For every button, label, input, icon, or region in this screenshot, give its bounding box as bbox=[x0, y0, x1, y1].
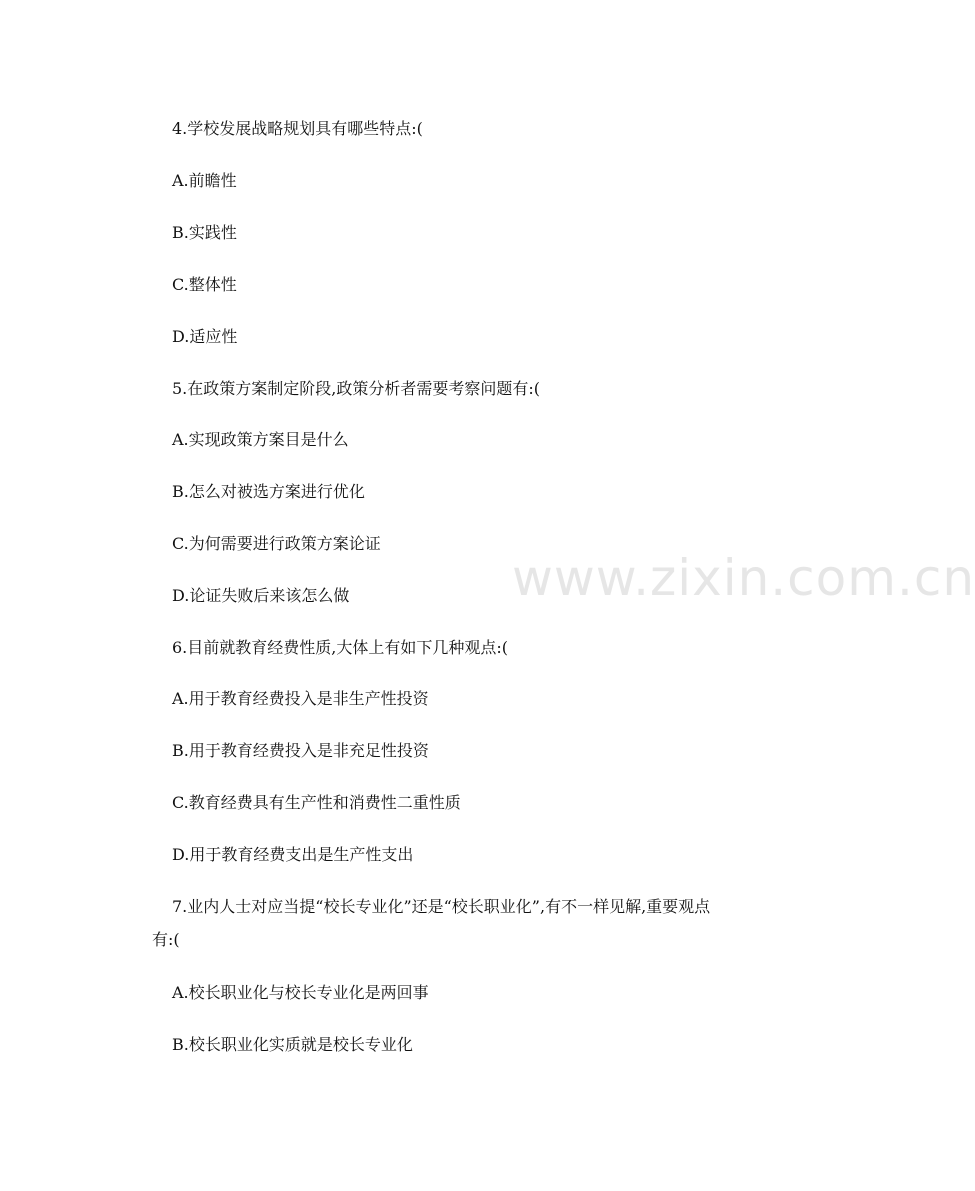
question-6-option-b: B.用于教育经费投入是非充足性投资 bbox=[172, 741, 429, 760]
question-4-text: 4.学校发展战略规划具有哪些特点:( bbox=[172, 119, 423, 138]
question-6-option-d: D.用于教育经费支出是生产性支出 bbox=[172, 845, 414, 864]
question-5-option-c: C.为何需要进行政策方案论证 bbox=[172, 534, 381, 553]
question-7-text-line-1: 7.业内人士对应当提“校长专业化”还是“校长职业化”,有不一样见解,重要观点 bbox=[172, 897, 711, 916]
question-4-option-d: D.适应性 bbox=[172, 327, 238, 346]
watermark-text: www.zixin.com.cn bbox=[512, 549, 975, 607]
question-6-option-c: C.教育经费具有生产性和消费性二重性质 bbox=[172, 793, 461, 812]
question-5-option-a: A.实现政策方案目是什么 bbox=[172, 430, 349, 449]
question-4-option-b: B.实践性 bbox=[172, 223, 237, 242]
question-6-option-a: A.用于教育经费投入是非生产性投资 bbox=[172, 689, 429, 708]
question-4-option-a: A.前瞻性 bbox=[172, 171, 237, 190]
question-5-option-d: D.论证失败后来该怎么做 bbox=[172, 586, 350, 605]
question-5-text: 5.在政策方案制定阶段,政策分析者需要考察问题有:( bbox=[172, 379, 540, 398]
question-7-option-b: B.校长职业化实质就是校长专业化 bbox=[172, 1035, 413, 1054]
question-6-text: 6.目前就教育经费性质,大体上有如下几种观点:( bbox=[172, 638, 508, 657]
question-7-option-a: A.校长职业化与校长专业化是两回事 bbox=[172, 983, 429, 1002]
question-7-text-line-2: 有:( bbox=[152, 930, 180, 949]
question-5-option-b: B.怎么对被选方案进行优化 bbox=[172, 482, 365, 501]
question-4-option-c: C.整体性 bbox=[172, 275, 237, 294]
